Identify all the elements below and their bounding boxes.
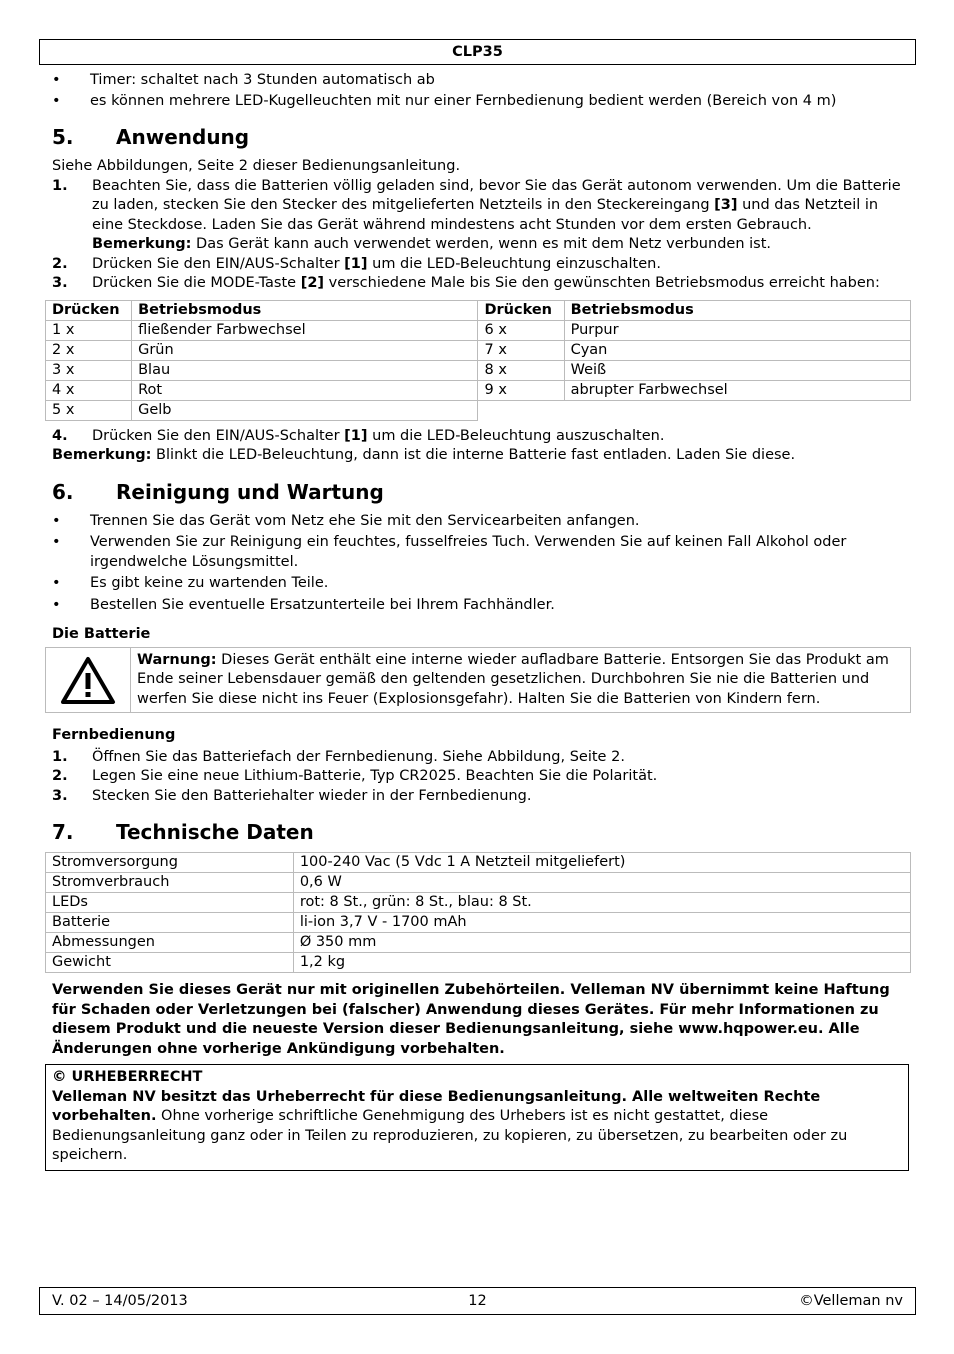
remote-steps: [45, 748, 911, 807]
table-row: Batterie li-ion 3,7 V - 1700 mAh: [46, 913, 911, 933]
empty-cell: [478, 400, 911, 420]
step-item: 4. Drücken Sie den EIN/AUS-Schalter [1] um die LED-Beleuchtung auszuschalten.: [52, 427, 911, 447]
copyright-title: © URHEBERRECHT: [52, 1069, 203, 1085]
subheading-remote: Fernbedienung: [52, 727, 176, 743]
list-item: • Verwenden Sie zur Reinigung ein feuchtes, fusselfreies Tuch. Verwenden Sie auf keinen Fall Alkohol oder irgendwelche Lösungsmittel.: [52, 533, 911, 572]
list-item: • Bestellen Sie eventuelle Ersatzunterteile bei Ihrem Fachhändler.: [52, 596, 911, 616]
table-row: 4 x Rot 9 x abrupter Farbwechsel: [46, 380, 911, 400]
feature-list: [45, 71, 911, 111]
section-number: 6.: [52, 479, 74, 504]
warning-icon: [46, 648, 131, 713]
table-row: Abmessungen Ø 350 mm: [46, 933, 911, 953]
table-row: 3 x Blau 8 x Weiß: [46, 360, 911, 380]
step-number: 1.: [52, 748, 68, 765]
copyright-text: Ohne vorherige schriftliche Genehmigung des Urhebers ist es nicht gestattet, diese Bedienungsanleitung ganz oder in Teilen zu reproduzieren, zu kopieren, zu übersetzen, zu bearbeiten oder zu speichern.: [52, 1108, 848, 1163]
step-item: 2. Drücken Sie den EIN/AUS-Schalter [1] um die LED-Beleuchtung einzuschalten.: [52, 255, 911, 275]
step-item: 1. Beachten Sie, dass die Batterien völlig geladen sind, bevor Sie das Gerät autonom verwenden. Um die Batterie zu laden, stecken Sie den Stecker des mitgelieferten Netzteils in den Steckereingang [3] und das Netzteil in eine Steckdose. Laden Sie das Gerät während mindestens acht Stunden vor dem ersten Gebrauch. Bemerkung: Das Gerät kann auch verwendet werden, wenn es mit dem Netz verbunden ist.: [52, 177, 901, 252]
usage-steps-cont: [45, 427, 911, 447]
step-number: 3.: [52, 787, 68, 804]
warning-label: Warnung:: [137, 651, 217, 668]
step-number: 3.: [52, 275, 68, 291]
section-number: 5.: [52, 125, 74, 149]
step-item: 1. Öffnen Sie das Batteriefach der Fernbedienung. Siehe Abbildung, Seite 2.: [52, 748, 911, 768]
section-title: Anwendung: [116, 125, 250, 149]
list-item: • Timer: schaltet nach 3 Stunden automatisch ab: [52, 71, 911, 91]
column-header: Drücken: [46, 300, 132, 320]
spec-table: [45, 852, 911, 973]
step-item: 3. Drücken Sie die MODE-Taste [2] verschiedene Male bis Sie den gewünschten Betriebsmodus erreicht haben:: [52, 274, 911, 294]
table-row: Stromverbrauch 0,6 W: [46, 873, 911, 893]
battery-note: Bemerkung: Blinkt die LED-Beleuchtung, dann ist die interne Batterie fast entladen. Laden Sie diese.: [52, 447, 796, 463]
section-title: Reinigung und Wartung: [116, 479, 384, 504]
step-item: 2. Legen Sie eine neue Lithium-Batterie, Typ CR2025. Beachten Sie die Polarität.: [52, 767, 911, 787]
usage-notice: Verwenden Sie dieses Gerät nur mit originellen Zubehörteilen. Velleman NV übernimmt keine Haftung für Schaden oder Verletzungen bei (falscher) Anwendung dieses Gerätes. Für mehr Informationen zu diesem Produkt und die neueste Version dieser Bedienungsanleitung, siehe www.hqpower.eu. Alle Änderungen ohne vorherige Ankündigung vorbehalten.: [52, 982, 890, 1057]
list-item: • Es gibt keine zu wartenden Teile.: [52, 574, 911, 594]
table-row: Stromversorgung 100-240 Vac (5 Vdc 1 A Netzteil mitgeliefert): [46, 853, 911, 873]
table-header-row: [46, 300, 911, 320]
column-header: Betriebsmodus: [564, 300, 910, 320]
table-row: 2 x Grün 7 x Cyan: [46, 340, 911, 360]
section-heading-anwendung: [52, 125, 911, 149]
version-date: V. 02 – 14/05/2013: [52, 1293, 188, 1309]
maintenance-list: [45, 512, 911, 616]
column-header: Drücken: [478, 300, 564, 320]
note-label: Bemerkung:: [92, 236, 192, 252]
step-number: 2.: [52, 768, 68, 784]
column-header: Betriebsmodus: [132, 300, 478, 320]
section-heading-reinigung: [52, 480, 911, 504]
list-item: • Trennen Sie das Gerät vom Netz ehe Sie mit den Servicearbeiten anfangen.: [52, 512, 911, 532]
section-heading-technische-daten: [52, 820, 911, 844]
page-number: 12: [468, 1293, 487, 1309]
model-name: CLP35: [452, 44, 503, 60]
table-row: 5 x Gelb: [46, 400, 911, 420]
warning-text: Warnung: Dieses Gerät enthält eine interne wieder aufladbare Batterie. Entsorgen Sie das Produkt am Ende seiner Lebensdauer gemäß den geltenden gesetzlichen. Durchbohren Sie nie die Batterien und werfen Sie diese nicht ins Feuer (Explosionsgefahr). Halten Sie die Batterien von Kindern fern.: [137, 651, 889, 707]
copyright-box: [45, 1064, 909, 1171]
page-content: [45, 71, 911, 1171]
mode-table: [45, 300, 911, 421]
page-header: [39, 39, 916, 65]
subheading-battery: Die Batterie: [52, 626, 151, 642]
table-row: LEDs rot: 8 St., grün: 8 St., blau: 8 St.: [46, 893, 911, 913]
copyright-bold: Velleman NV besitzt das Urheberrecht für diese Bedienungsanleitung. Alle weltweiten Rechte vorbehalten.: [52, 1088, 821, 1124]
note-label: Bemerkung:: [52, 447, 152, 463]
list-item: • es können mehrere LED-Kugelleuchten mit nur einer Fernbedienung bedient werden (Bereich von 4 m): [52, 92, 911, 112]
section-number: 7.: [52, 820, 74, 844]
table-row: 1 x fließender Farbwechsel 6 x Purpur: [46, 320, 911, 340]
brand-copyright: ©Velleman nv: [799, 1293, 903, 1309]
step-number: 2.: [52, 255, 68, 272]
section-title: Technische Daten: [116, 820, 314, 844]
usage-steps: [45, 177, 911, 294]
section-intro: Siehe Abbildungen, Seite 2 dieser Bedienungsanleitung.: [52, 158, 461, 174]
step-item: 3. Stecken Sie den Batteriehalter wieder in der Fernbedienung.: [52, 787, 911, 807]
warning-box: [45, 647, 911, 714]
table-row: Gewicht 1,2 kg: [46, 953, 911, 973]
page-footer: [39, 1287, 916, 1315]
step-number: 1.: [52, 177, 68, 194]
step-number: 4.: [52, 427, 68, 444]
